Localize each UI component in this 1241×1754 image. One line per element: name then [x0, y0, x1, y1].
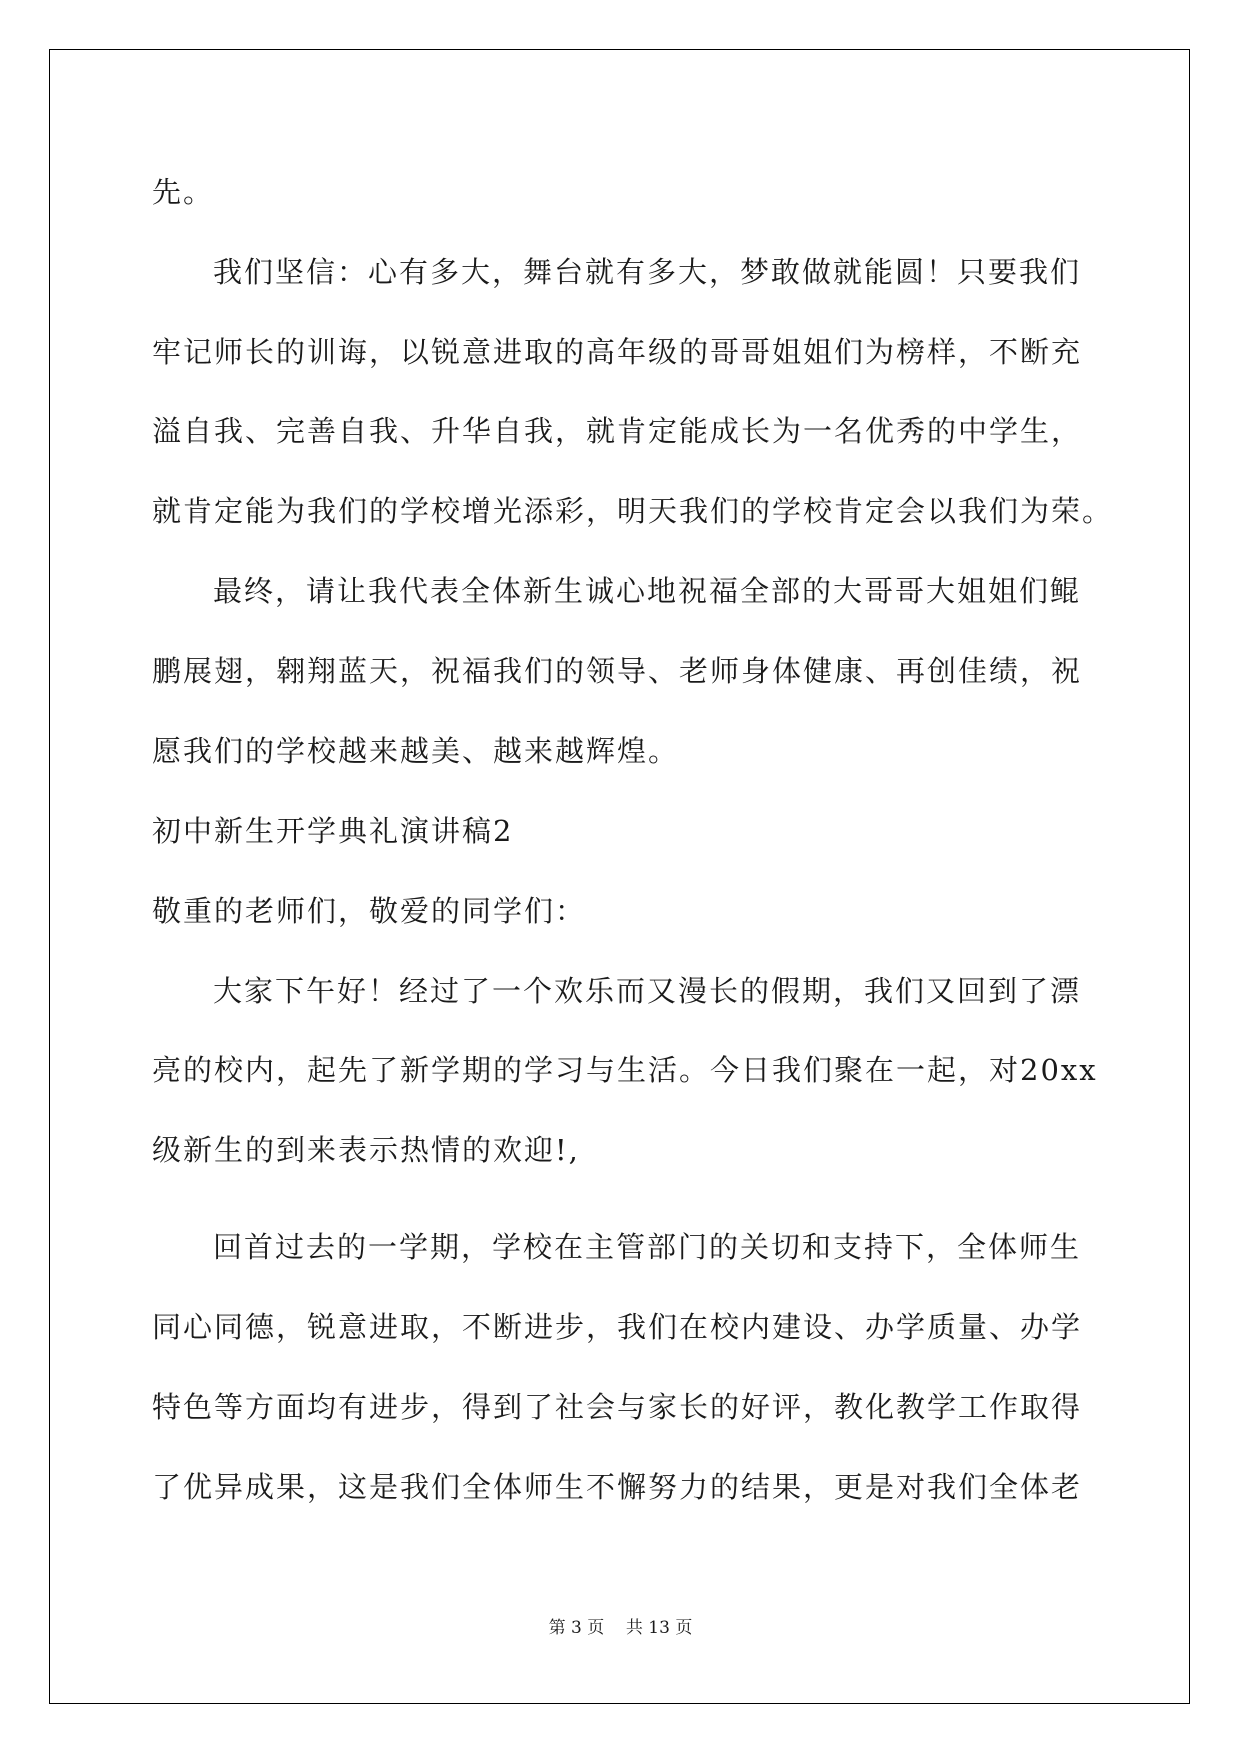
body-line-17: 了优异成果，这是我们全体师生不懈努力的结果，更是对我们全体老: [152, 1470, 1083, 1504]
body-line-11: 大家下午好！经过了一个欢乐而又漫长的假期，我们又回到了漂: [213, 974, 1082, 1008]
body-line-2: 我们坚信：心有多大，舞台就有多大，梦敢做就能圆！只要我们: [213, 255, 1082, 289]
body-line-16: 特色等方面均有进步，得到了社会与家长的好评，教化教学工作取得: [152, 1390, 1083, 1424]
salutation: 敬重的老师们，敬爱的同学们：: [152, 894, 587, 928]
body-line-13: 级新生的到来表示热情的欢迎!,: [152, 1133, 580, 1167]
body-line-15: 同心同德，锐意进取，不断进步，我们在校内建设、办学质量、办学: [152, 1310, 1083, 1344]
body-line-14: 回首过去的一学期，学校在主管部门的关切和支持下，全体师生: [213, 1230, 1082, 1264]
page-border: [49, 49, 1190, 1704]
body-line-1: 先。: [152, 175, 215, 209]
body-line-6: 最终，请让我代表全体新生诚心地祝福全部的大哥哥大姐姐们鲲: [213, 574, 1082, 608]
body-line-5: 就肯定能为我们的学校增光添彩，明天我们的学校肯定会以我们为荣。: [152, 494, 1114, 528]
body-line-4: 溢自我、完善自我、升华自我，就肯定能成长为一名优秀的中学生，: [152, 414, 1083, 448]
section-heading: 初中新生开学典礼演讲稿2: [152, 814, 514, 848]
body-line-3: 牢记师长的训诲，以锐意进取的高年级的哥哥姐姐们为榜样，不断充: [152, 335, 1083, 369]
body-line-12: 亮的校内，起先了新学期的学习与生活。今日我们聚在一起，对20xx: [152, 1053, 1098, 1087]
body-line-8: 愿我们的学校越来越美、越来越辉煌。: [152, 734, 680, 768]
page-number-footer: 第 3 页 共 13 页: [548, 1618, 693, 1638]
body-line-7: 鹏展翅，翱翔蓝天，祝福我们的领导、老师身体健康、再创佳绩，祝: [152, 654, 1083, 688]
